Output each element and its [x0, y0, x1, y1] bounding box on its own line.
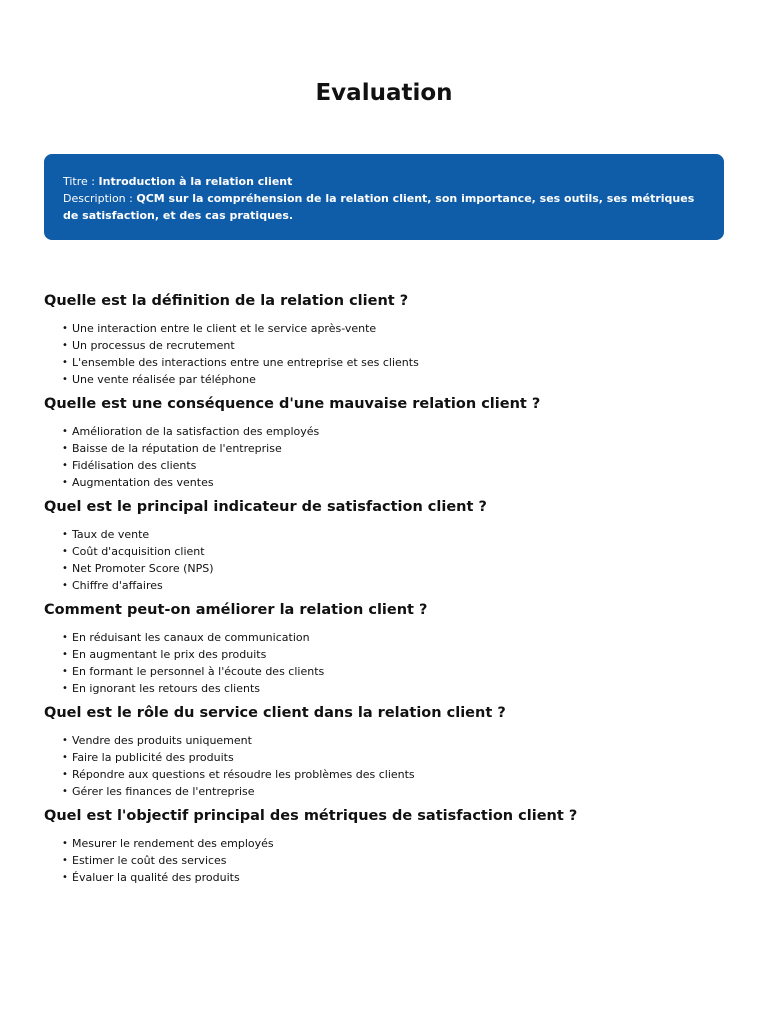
- question-text: Quel est le principal indicateur de satisfaction client ?: [44, 499, 487, 515]
- answer-option-label: Fidélisation des clients: [72, 459, 197, 472]
- question-text: Quelle est une conséquence d'une mauvaise relation client ?: [44, 396, 541, 412]
- answer-option-label: Évaluer la qualité des produits: [72, 871, 240, 884]
- answer-option: [62, 560, 734, 577]
- question-text: Quel est l'objectif principal des métriques de satisfaction client ?: [44, 808, 578, 824]
- question-block: [44, 495, 734, 594]
- answer-option-label: Baisse de la réputation de l'entreprise: [72, 442, 282, 455]
- answer-option-label: Mesurer le rendement des employés: [72, 837, 274, 850]
- answer-option: [62, 680, 734, 697]
- answer-option-label: Amélioration de la satisfaction des employés: [72, 425, 320, 438]
- answer-option: [62, 423, 734, 440]
- bullet-icon: •: [62, 855, 68, 866]
- bullet-icon: •: [62, 546, 68, 557]
- bullet-icon: •: [62, 649, 68, 660]
- answer-option: [62, 320, 734, 337]
- question-block: [44, 804, 734, 886]
- question-list: [44, 289, 734, 886]
- answer-option-label: Net Promoter Score (NPS): [72, 562, 214, 575]
- question-block: [44, 289, 734, 388]
- answer-option: [62, 766, 734, 783]
- answer-option-label: En formant le personnel à l'écoute des clients: [72, 665, 325, 678]
- answer-option-label: Faire la publicité des produits: [72, 751, 234, 764]
- answer-options: [44, 320, 734, 388]
- answer-option-label: Un processus de recrutement: [72, 339, 235, 352]
- bullet-icon: •: [62, 323, 68, 334]
- question-text: Quelle est la définition de la relation client ?: [44, 293, 409, 309]
- question-block: [44, 392, 734, 491]
- answer-option: [62, 783, 734, 800]
- quiz-title-line: [63, 173, 704, 190]
- answer-option-label: Augmentation des ventes: [72, 476, 214, 489]
- bullet-icon: •: [62, 460, 68, 471]
- answer-option: [62, 749, 734, 766]
- bullet-icon: •: [62, 340, 68, 351]
- bullet-icon: •: [62, 632, 68, 643]
- answer-option: [62, 526, 734, 543]
- answer-option-label: En réduisant les canaux de communication: [72, 631, 310, 644]
- answer-option: [62, 371, 734, 388]
- answer-option: [62, 852, 734, 869]
- answer-option: [62, 629, 734, 646]
- bullet-icon: •: [62, 529, 68, 540]
- bullet-icon: •: [62, 769, 68, 780]
- answer-option: [62, 732, 734, 749]
- bullet-icon: •: [62, 752, 68, 763]
- quiz-description-value: QCM sur la compréhension de la relation client, son importance, ses outils, ses métriques de satisfaction, et des cas pratiques.: [63, 192, 695, 222]
- answer-option-label: En ignorant les retours des clients: [72, 682, 260, 695]
- answer-option-label: Répondre aux questions et résoudre les problèmes des clients: [72, 768, 415, 781]
- question-text: Comment peut-on améliorer la relation client ?: [44, 602, 428, 618]
- quiz-title-label: Titre :: [63, 175, 96, 188]
- answer-options: [44, 835, 734, 886]
- bullet-icon: •: [62, 666, 68, 677]
- answer-options: [44, 526, 734, 594]
- question-block: [44, 701, 734, 800]
- answer-option: [62, 646, 734, 663]
- answer-option-label: Taux de vente: [72, 528, 150, 541]
- quiz-title-value: Introduction à la relation client: [98, 175, 293, 188]
- answer-options: [44, 732, 734, 800]
- bullet-icon: •: [62, 357, 68, 368]
- answer-option: [62, 663, 734, 680]
- bullet-icon: •: [62, 426, 68, 437]
- bullet-icon: •: [62, 477, 68, 488]
- bullet-icon: •: [62, 443, 68, 454]
- bullet-icon: •: [62, 374, 68, 385]
- answer-option-label: Gérer les finances de l'entreprise: [72, 785, 255, 798]
- answer-option: [62, 440, 734, 457]
- answer-option-label: Vendre des produits uniquement: [72, 734, 252, 747]
- answer-option-label: Coût d'acquisition client: [72, 545, 205, 558]
- answer-option: [62, 354, 734, 371]
- answer-options: [44, 423, 734, 491]
- bullet-icon: •: [62, 563, 68, 574]
- answer-option-label: L'ensemble des interactions entre une entreprise et ses clients: [72, 356, 419, 369]
- bullet-icon: •: [62, 735, 68, 746]
- quiz-description-label: Description :: [63, 192, 133, 205]
- question-block: [44, 598, 734, 697]
- answer-option: [62, 543, 734, 560]
- bullet-icon: •: [62, 683, 68, 694]
- answer-option-label: Une interaction entre le client et le service après-vente: [72, 322, 377, 335]
- bullet-icon: •: [62, 580, 68, 591]
- answer-option: [62, 337, 734, 354]
- answer-option-label: Chiffre d'affaires: [72, 579, 163, 592]
- bullet-icon: •: [62, 872, 68, 883]
- answer-option: [62, 869, 734, 886]
- page-title: Evaluation: [315, 80, 453, 106]
- question-text: Quel est le rôle du service client dans la relation client ?: [44, 705, 506, 721]
- answer-option: [62, 474, 734, 491]
- bullet-icon: •: [62, 786, 68, 797]
- answer-option-label: En augmentant le prix des produits: [72, 648, 267, 661]
- answer-option: [62, 457, 734, 474]
- answer-options: [44, 629, 734, 697]
- quiz-info-box: [44, 154, 724, 240]
- quiz-description-line: [63, 190, 704, 224]
- answer-option: [62, 577, 734, 594]
- answer-option-label: Estimer le coût des services: [72, 854, 227, 867]
- bullet-icon: •: [62, 838, 68, 849]
- answer-option-label: Une vente réalisée par téléphone: [72, 373, 256, 386]
- answer-option: [62, 835, 734, 852]
